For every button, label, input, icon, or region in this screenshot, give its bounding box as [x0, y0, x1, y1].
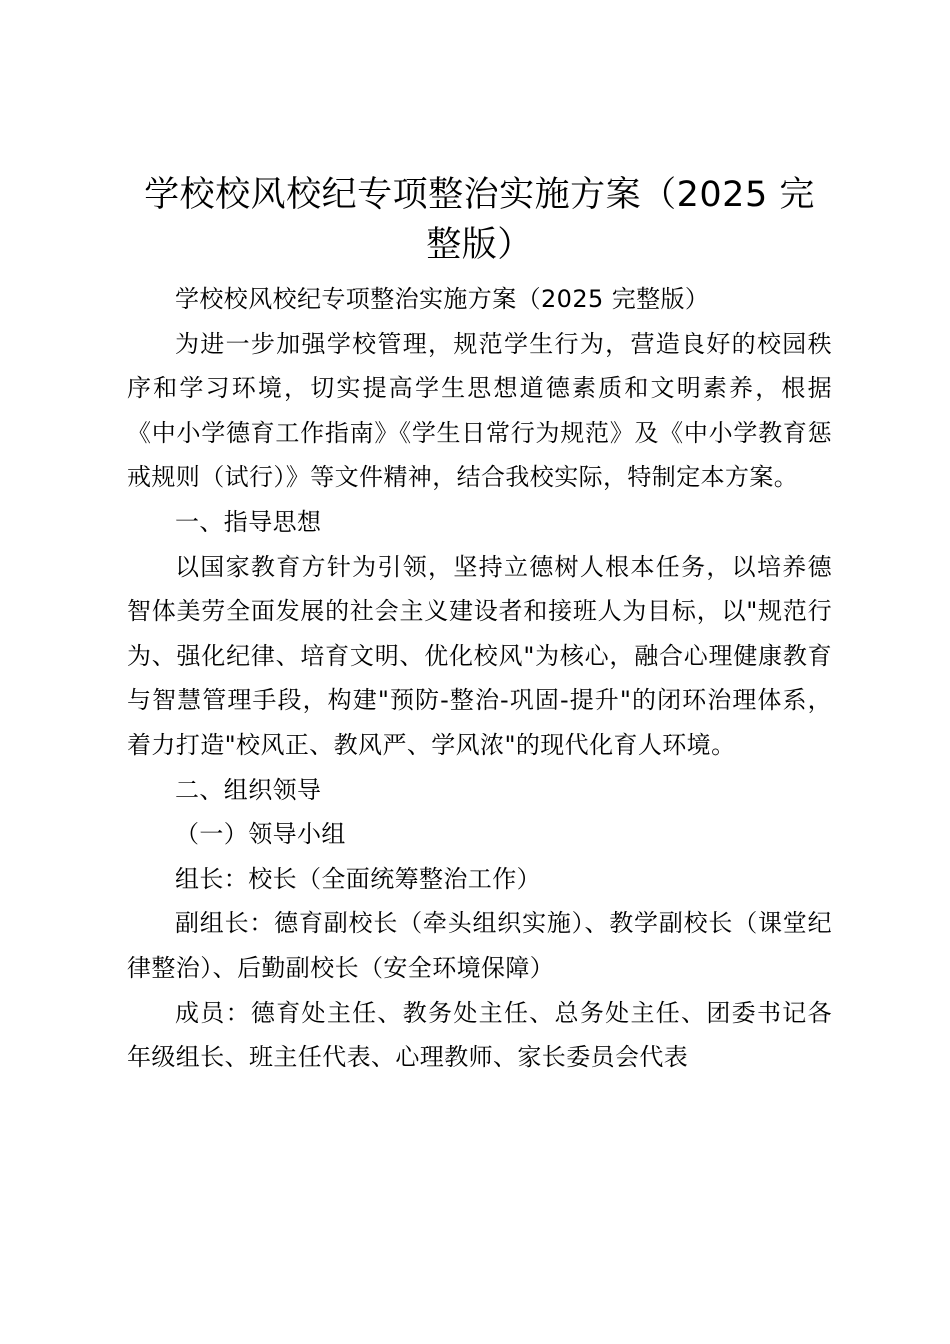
guiding-ideology-paragraph: 以国家教育方针为引领，坚持立德树人根本任务，以培养德智体美劳全面发展的社会主义建设者和接班人为目标，以"规范行为、强化纪律、培育文明、优化校风"为核心，融合心理健康教育与智慧管理手段，构建"预防-整治-巩固-提升"的闭环治理体系，着力打造"校风正、教风严、学风浓"的现代化育人环境。	[127, 552, 832, 759]
section-heading-organization: 二、组织领导	[175, 775, 322, 804]
group-leader-line: 组长：校长（全面统筹整治工作）	[175, 864, 541, 893]
subtitle-paragraph: 学校校风校纪专项整治实施方案（2025 完整版）	[175, 285, 710, 313]
document-title: 学校校风校纪专项整治实施方案（2025 完整版）	[144, 175, 815, 265]
document-page	[127, 170, 832, 1080]
intro-paragraph: 为进一步加强学校管理，规范学生行为，营造良好的校园秩序和学习环境，切实提高学生思想道德素质和文明素养，根据《中小学德育工作指南》《学生日常行为规范》及《中小学教育惩戒规则（试行）》等文件精神，结合我校实际，特制定本方案。	[127, 329, 832, 492]
section-heading-guiding-ideology: 一、指导思想	[175, 507, 322, 536]
subsection-heading-leading-group: （一）领导小组	[175, 820, 346, 849]
members-line: 成员：德育处主任、教务处主任、总务处主任、团委书记各年级组长、班主任代表、心理教师、家长委员会代表	[127, 998, 832, 1072]
deputy-leader-line: 副组长：德育副校长（牵头组织实施）、教学副校长（课堂纪律整治）、后勤副校长（安全环境保障）	[127, 909, 832, 982]
